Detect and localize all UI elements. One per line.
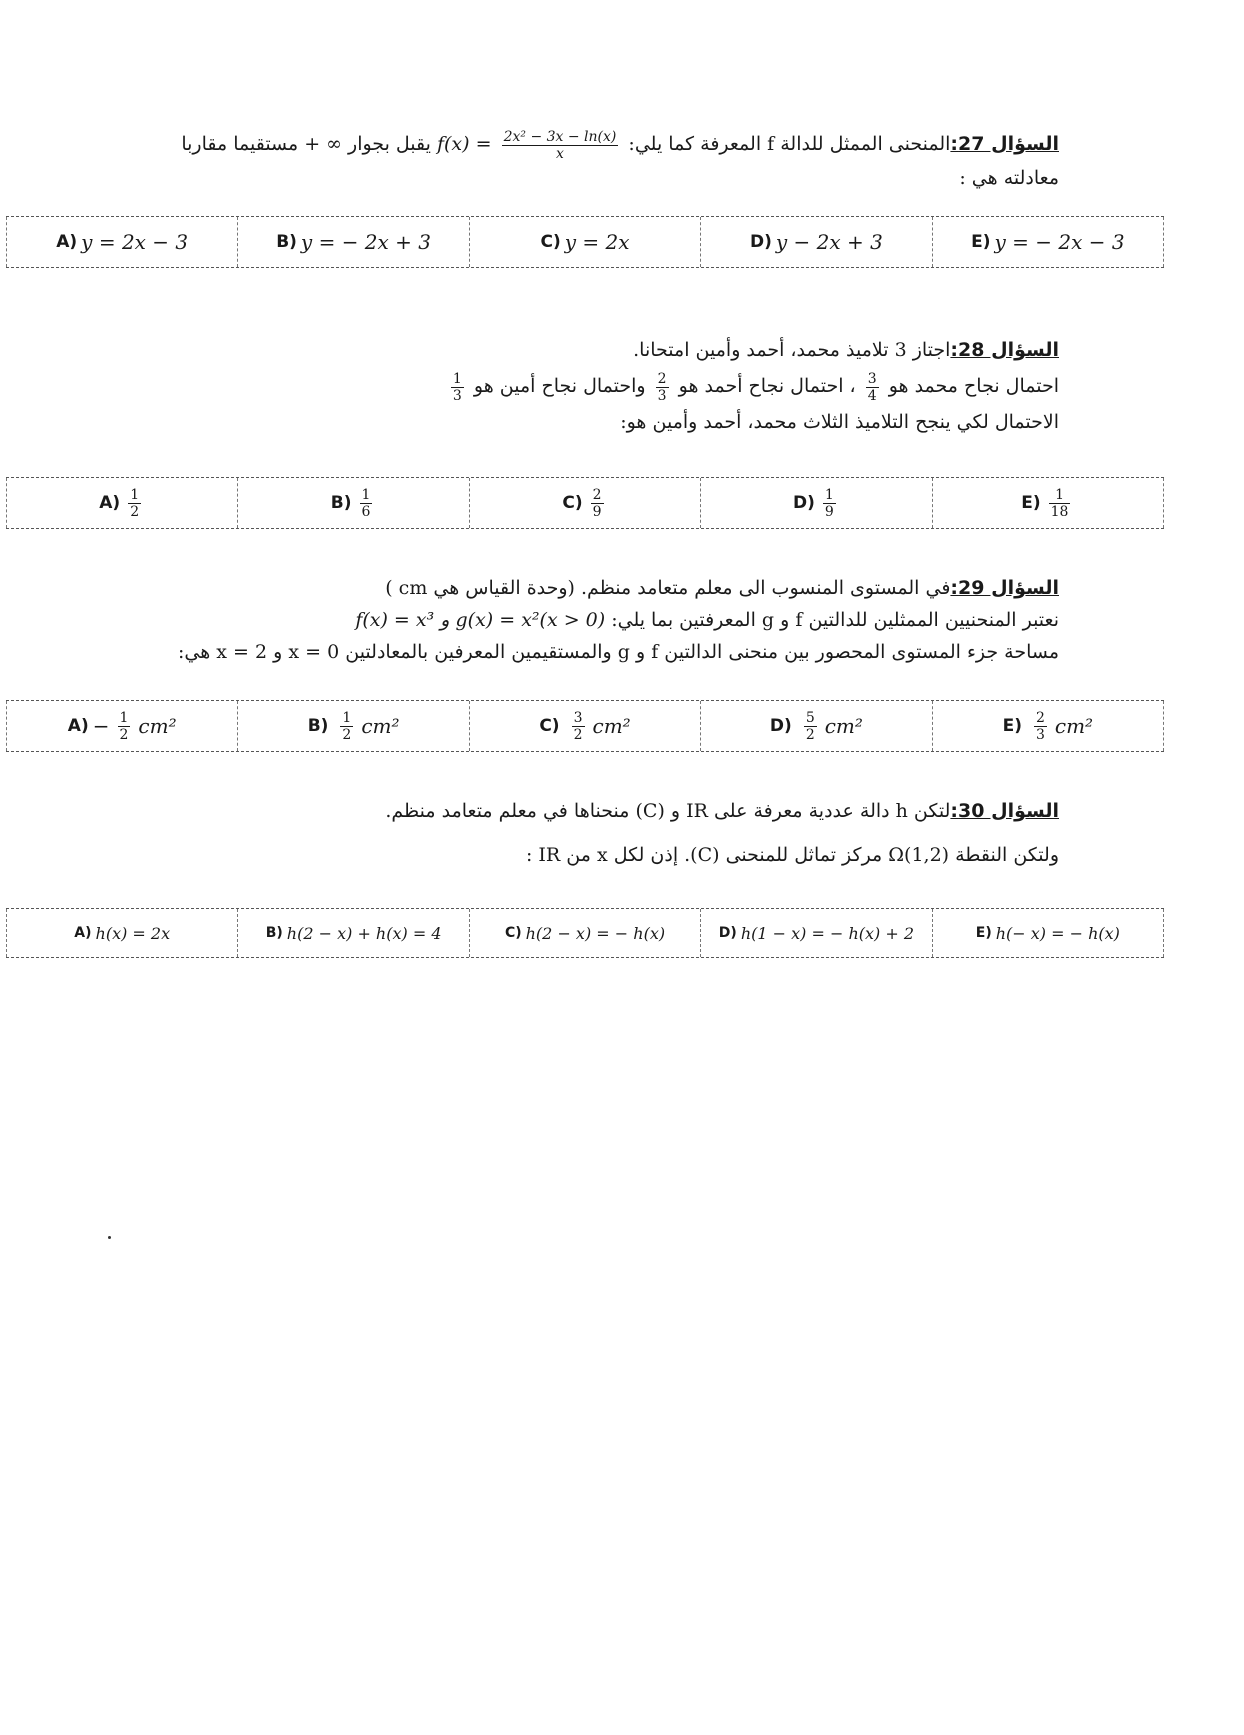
question-30	[159, 795, 1059, 871]
question-label: السؤال 27:	[950, 133, 1059, 155]
option-a[interactable]: A) h(x) = 2x	[6, 909, 238, 957]
question-label: السؤال 29:	[950, 577, 1059, 599]
option-a[interactable]: A) y = 2x − 3	[6, 217, 238, 267]
question-30-line-1	[159, 795, 1059, 827]
option-c[interactable]: C) $\frac{3}{2}$ cm²	[470, 701, 701, 751]
question-27	[159, 128, 1059, 194]
option-b[interactable]: B) $\frac{1}{6}$	[238, 478, 469, 528]
question-label: السؤال 28:	[950, 339, 1059, 361]
option-b[interactable]: B) h(2 − x) + h(x) = 4	[238, 909, 469, 957]
option-b[interactable]: B) $\frac{1}{2}$ cm²	[238, 701, 469, 751]
question-text: لتكن h دالة عددية معرفة على IR و (C) منحناها في معلم متعامد منظم.	[385, 800, 951, 822]
question-text: اجتاز 3 تلاميذ محمد، أحمد وأمين امتحانا.	[633, 339, 951, 361]
question-text: في المستوى المنسوب الى معلم متعامد منظم. (وحدة القياس هي cm )	[385, 577, 951, 599]
question-28-line-2: احتمال نجاح محمد هو $\frac{3}{4}$ ، احتمال نجاح أحمد هو $\frac{2}{3}$ واحتمال نجاح أمين هو $\frac{1}{3}$	[452, 370, 1059, 404]
option-c[interactable]: C) y = 2x	[470, 217, 701, 267]
answer-options-28	[6, 477, 1164, 529]
fraction: $\frac{3}{4}$	[867, 370, 877, 404]
fraction: $\frac{1}{3}$	[452, 370, 462, 404]
question-29-line-2: نعتبر المنحنيين الممثلين للدالتين f و g المعرفتين بما يلي: f(x) = x³ و g(x) = x²(x > 0)	[355, 609, 1059, 631]
scan-speck	[108, 1236, 111, 1239]
option-e[interactable]: E) $\frac{2}{3}$ cm²	[933, 701, 1164, 751]
option-d[interactable]: D) h(1 − x) = − h(x) + 2	[701, 909, 932, 957]
answer-options-29	[6, 700, 1164, 752]
option-a[interactable]: A) $\frac{1}{2}$	[6, 478, 238, 528]
formula: f(x) = x³ و g(x) = x²(x > 0)	[355, 609, 606, 631]
answer-options-27	[6, 216, 1164, 268]
question-text-tail: يقبل بجوار ∞ + مستقيما مقاربا	[181, 133, 431, 155]
question-28-line-1	[159, 334, 1059, 366]
fraction: $\frac{2}{3}$	[657, 370, 667, 404]
question-27-line-1	[159, 128, 1059, 162]
option-d[interactable]: D) y − 2x + 3	[701, 217, 932, 267]
question-27-line-2: معادلته هي :	[959, 166, 1059, 189]
question-28-line-3: الاحتمال لكي ينجح التلاميذ الثلاث محمد، أحمد وأمين هو:	[620, 411, 1059, 433]
question-29-line-3: مساحة جزء المستوى المحصور بين منحنى الدالتين f و g والمستقيمين المعرفين بالمعادلتين x = 0 و x = 2 هي:	[178, 641, 1059, 663]
answer-options-30	[6, 908, 1164, 958]
option-e[interactable]: E) y = − 2x − 3	[933, 217, 1164, 267]
question-30-line-2: ولتكن النقطة Ω(1,2) مركز تماثل للمنحنى (C). إذن لكل x من IR :	[525, 844, 1059, 866]
option-c[interactable]: C) $\frac{2}{9}$	[470, 478, 701, 528]
option-d[interactable]: D) $\frac{1}{9}$	[701, 478, 932, 528]
option-b[interactable]: B) y = − 2x + 3	[238, 217, 469, 267]
formula: f(x) = $\frac{\text{2x² − 3x − ln(x)}}{x}$	[436, 128, 617, 162]
option-e[interactable]: E) h(− x) = − h(x)	[933, 909, 1164, 957]
option-a[interactable]: A) − $\frac{1}{2}$ cm²	[6, 701, 238, 751]
question-29-line-1	[119, 572, 1059, 604]
option-e[interactable]: E) $\frac{1}{18}$	[933, 478, 1164, 528]
question-text: المنحنى الممثل للدالة f المعرفة كما يلي:	[628, 133, 951, 155]
question-label: السؤال 30:	[950, 800, 1059, 822]
question-28	[159, 334, 1059, 438]
question-29	[119, 572, 1059, 668]
option-c[interactable]: C) h(2 − x) = − h(x)	[470, 909, 701, 957]
option-d[interactable]: D) $\frac{5}{2}$ cm²	[701, 701, 932, 751]
